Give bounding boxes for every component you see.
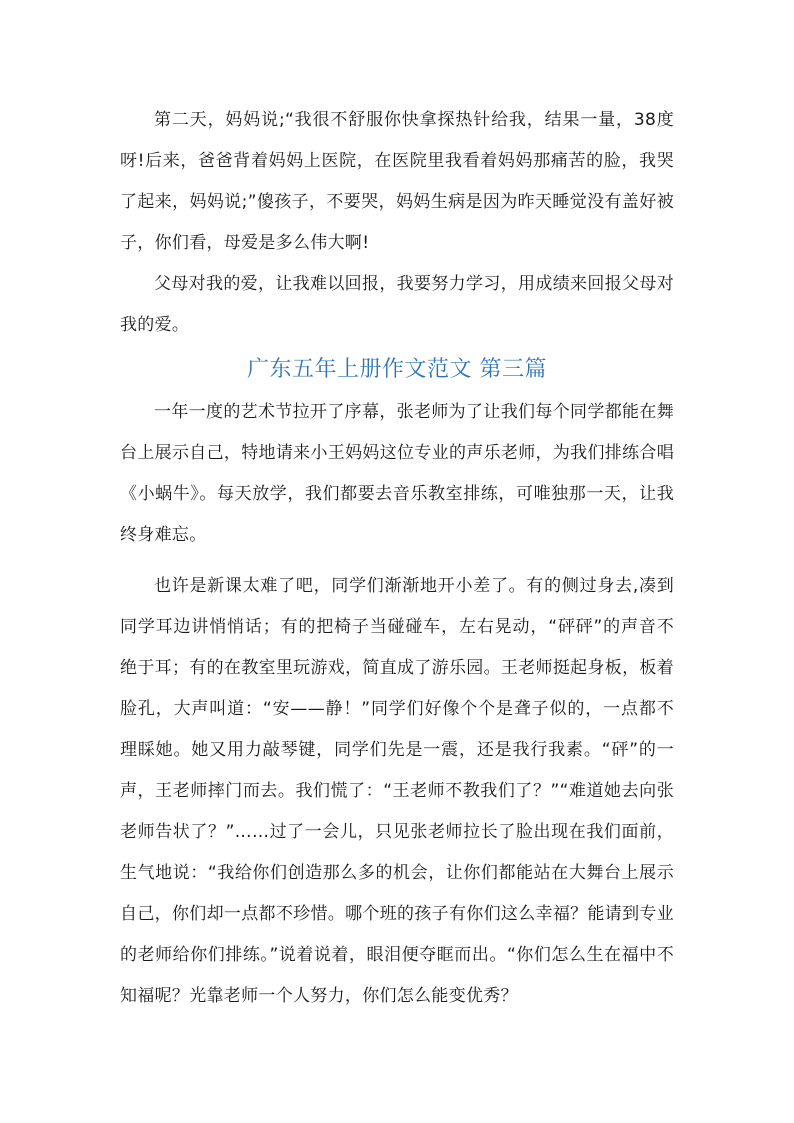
section-heading: 广东五年上册作文范文 第三篇 <box>247 357 547 382</box>
paragraph-parents-love: 父母对我的爱，让我难以回报，我要努力学习，用成绩来回报父母对我的爱。 <box>120 274 674 335</box>
document-body <box>120 100 674 1017</box>
paragraph-art-festival: 一年一度的艺术节拉开了序幕，张老师为了让我们每个同学都能在舞台上展示自己，特地请来小王妈妈这位专业的声乐老师，为我们排练合唱《小蜗牛》。每天放学，我们都要去音乐教室排练，可唯独那一天，让我终身难忘。 <box>120 402 674 545</box>
paragraph-mother-illness: 第二天，妈妈说;“我很不舒服你快拿探热针给我，结果一量，38度呀!后来，爸爸背着妈妈上医院，在医院里我看着妈妈那痛苦的脸，我哭了起来，妈妈说;”傻孩子，不要哭，妈妈生病是因为昨天睡觉没有盖好被子，你们看，母爱是多么伟大啊! <box>120 110 674 253</box>
paragraph-rehearsal-story: 也许是新课太难了吧，同学们渐渐地开小差了。有的侧过身去,凑到同学耳边讲悄悄话；有的把椅子当碰碰车，左右晃动，“砰砰”的声音不绝于耳；有的在教室里玩游戏，简直成了游乐园。王老师挺起身板，板着脸孔，大声叫道：“安——静！”同学们好像个个是聋子似的，一点都不理睬她。她又用力敲琴键，同学们先是一震，还是我行我素。“砰”的一声，王老师摔门而去。我们慌了：“王老师不教我们了？”“难道她去向张老师告状了？”……过了一会儿，只见张老师拉长了脸出现在我们面前，生气地说：“我给你们创造那么多的机会，让你们都能站在大舞台上展示自己，你们却一点都不珍惜。哪个班的孩子有你们这么幸福？能请到专业的老师给你们排练。”说着说着，眼泪便夺眶而出。“你们怎么生在福中不知福呢？光靠老师一个人努力，你们怎么能变优秀？ <box>120 576 674 1006</box>
